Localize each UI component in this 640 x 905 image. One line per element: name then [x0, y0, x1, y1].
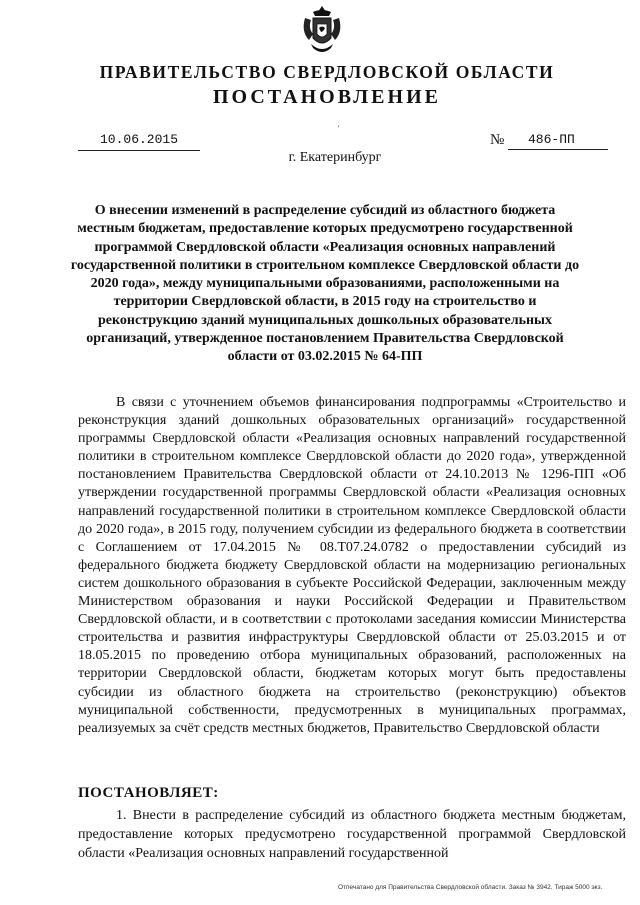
document-title: О внесении изменений в распределение субсидий из областного бюджета местным бюджетам, предоставление которых предусмотрено государственной программой Свердловской области «Реализация основных направлений государственной политики в строительном комплексе Свердловской области до 2020 года», между муниципальными образованиями, расположенными на территории Свердловской области, в 2015 году на строительство и реконструкцию зданий муниципальных дошкольных образовательных организаций, утвержденное постановлением Правительства Свердловской области от 03.02.2015 № 64-ПП	[70, 203, 580, 365]
stray-mark: '	[338, 124, 340, 133]
clause-1-paragraph: 1. Внести в распределение субсидий из областного бюджета местным бюджетам, предоставление которых предусмотрено государственной программой Свердловской области «Реализация основных направлений государственной	[78, 808, 626, 861]
print-footer: Отпечатано для Правительства Свердловской области. Заказ № 3942. Тираж 5000 экз.	[338, 884, 603, 891]
document-type: ПОСТАНОВЛЕНИЕ	[213, 86, 441, 108]
coat-of-arms-emblem	[299, 4, 345, 58]
preamble-paragraph: В связи с уточнением объемов финансирования подпрограммы «Строительство и реконструкция зданий дошкольных образовательных организаций» государственной программы Свердловской области «Реализация основных направлений государственной политики в строительном комплексе Свердловской области до 2020 года», утвержденной постановлением Правительства Свердловской области от 24.10.2013 № 1296-ПП «Об утверждении государственной программы Свердловской области «Реализация основных направлений государственной политики в строительном комплексе Свердловской области до 2020 года», в 2015 году, получением субсидии из федерального бюджета в соответствии с Соглашением от 17.04.2015 № 08.Т07.24.0782 о предоставлении субсидий из федерального бюджета бюджету Свердловской области на модернизацию региональных систем дошкольного образования в субъекте Российской Федерации, заключенным между Министерством образования и науки Российской Федерации и Правительством Свердловской области, и в соответствии с протоколами заседания комиссии Министерства строительства и развития инфраструктуры Свердловской области от 25.03.2015 и от 18.05.2015 по проведению отбора муниципальных образований, расположенных на территории Свердловской области, бюджетам которых могут быть предоставлены субсидии из областного бюджета на строительство (реконструкцию) объектов муниципальной собственности, предусмотренных в муниципальных программах, реализуемых за счёт средств местных бюджетов, Правительство Свердловской области	[78, 395, 626, 736]
resolves-heading: ПОСТАНОВЛЯЕТ:	[78, 785, 219, 801]
document-number: 486-ПП	[508, 132, 608, 150]
city-line: г. Екатеринбург	[288, 150, 382, 165]
number-label: №	[490, 132, 505, 148]
organization-name: ПРАВИТЕЛЬСТВО СВЕРДЛОВСКОЙ ОБЛАСТИ	[99, 62, 555, 82]
document-date: 10.06.2015	[78, 132, 200, 151]
